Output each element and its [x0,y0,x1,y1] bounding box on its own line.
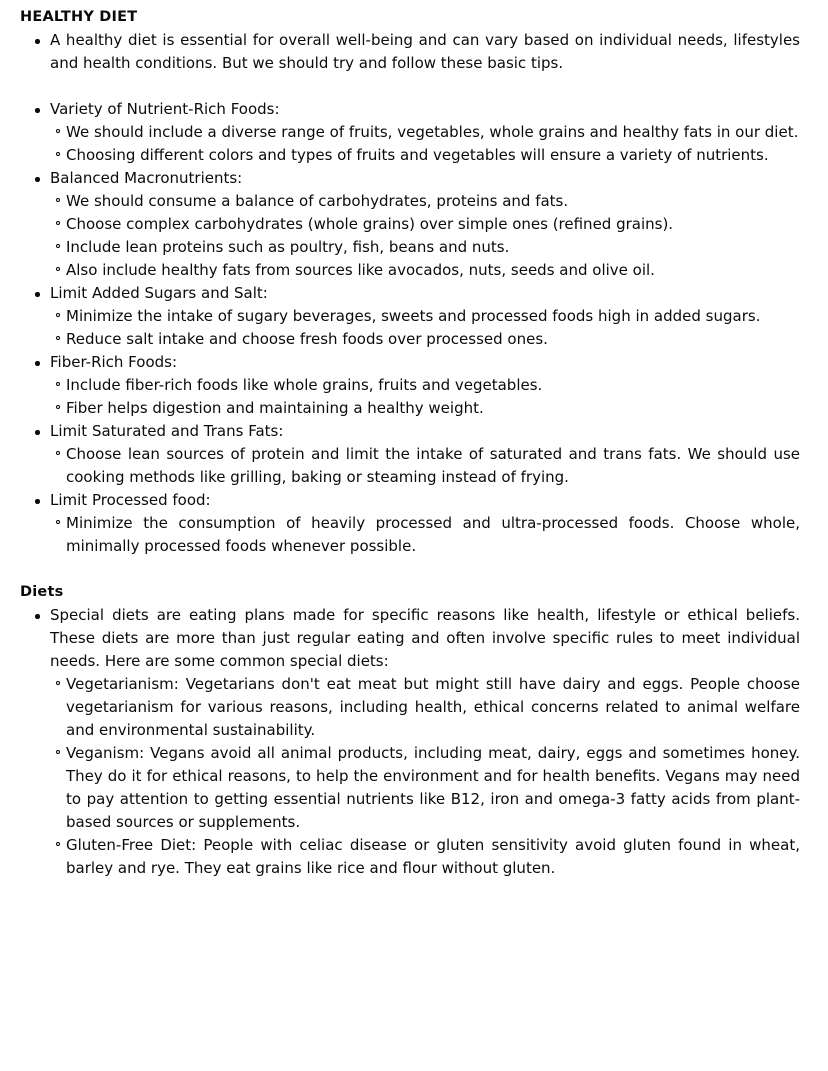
list-item [56,742,800,834]
list-item-text: Include lean proteins such as poultry, fish, beans and nuts. [66,238,510,256]
list-item-text: Fiber helps digestion and maintaining a healthy weight. [66,399,484,417]
section-points-fiber [20,374,800,420]
list-item [56,512,800,558]
section-heading-label: Balanced Macronutrients: [50,169,243,187]
intro-list [20,29,800,75]
list-item [56,259,800,282]
list-item [56,213,800,236]
section-heading-label: Limit Processed food: [50,491,211,509]
section-heading-macronutrients [35,167,800,190]
section-points-saturated-fats [20,443,800,489]
section-heading-fiber [35,351,800,374]
list-item [56,190,800,213]
section-points-variety [20,121,800,167]
list-item-text: We should include a diverse range of fruits, vegetables, whole grains and healthy fats in our diet. [66,123,799,141]
section-points-sugars-salt [20,305,800,351]
section-heading-label: Fiber-Rich Foods: [50,353,178,371]
list-item [56,374,800,397]
list-item [56,144,800,167]
list-item-text: Choose complex carbohydrates (whole grains) over simple ones (refined grains). [66,215,674,233]
list-item-text: Choose lean sources of protein and limit the intake of saturated and trans fats. We should use cooking methods like grilling, baking or steaming instead of frying. [66,445,800,486]
list-item [56,328,800,351]
list-item [56,305,800,328]
diets-list [20,604,800,880]
list-item [56,121,800,144]
section-heading-processed-food [35,489,800,512]
list-item-text: Include fiber-rich foods like whole grains, fruits and vegetables. [66,376,543,394]
intro-bullet [35,29,800,75]
list-item-text: Gluten-Free Diet: People with celiac disease or gluten sensitivity avoid gluten found in wheat, barley and rye. They eat grains like rice and flour without gluten. [66,836,800,877]
list-item-text: Minimize the consumption of heavily processed and ultra-processed foods. Choose whole, minimally processed foods whenever possible. [66,514,800,555]
list-item [56,834,800,880]
section-heading-sugars-salt [35,282,800,305]
section-points-processed-food [20,512,800,558]
section-heading-variety [35,98,800,121]
diets-intro-bullet [35,604,800,673]
list-item-text: Choosing different colors and types of fruits and vegetables will ensure a variety of nutrients. [66,146,769,164]
list-item [56,443,800,489]
list-item-text: Reduce salt intake and choose fresh foods over processed ones. [66,330,548,348]
page-title: HEALTHY DIET [20,9,138,25]
list-item-text: Minimize the intake of sugary beverages, sweets and processed foods high in added sugars. [66,307,761,325]
list-item-text: Vegetarianism: Vegetarians don't eat meat but might still have dairy and eggs. People choose vegetarianism for various reasons, including health, ethical concerns related to animal welfare and environmental sustainability. [66,675,800,739]
list-item [56,673,800,742]
list-item-text: Veganism: Vegans avoid all animal products, including meat, dairy, eggs and sometimes honey. They do it for ethical reasons, to help the environment and for health benefits. Vegans may need to pay attention to getting essential nutrients like B12, iron and omega-3 fatty acids from plant-based sources or supplements. [66,744,800,831]
tips-list [20,98,800,558]
section-gap [20,75,800,98]
section-heading-label: Variety of Nutrient-Rich Foods: [50,100,280,118]
section-heading-label: Limit Added Sugars and Salt: [50,284,268,302]
section-heading-saturated-fats [35,420,800,443]
list-item-text: We should consume a balance of carbohydrates, proteins and fats. [66,192,569,210]
section-points-macronutrients [20,190,800,282]
list-item-text: Also include healthy fats from sources like avocados, nuts, seeds and olive oil. [66,261,655,279]
section-heading-label: Limit Saturated and Trans Fats: [50,422,284,440]
diets-items [20,673,800,880]
intro-text: A healthy diet is essential for overall well-being and can vary based on individual needs, lifestyles and health conditions. But we should try and follow these basic tips. [50,31,800,72]
diets-heading: Diets [20,584,64,600]
diets-intro-text: Special diets are eating plans made for specific reasons like health, lifestyle or ethical beliefs. These diets are more than just regular eating and often involve specific rules to meet individual needs. Here are some common special diets: [50,606,800,670]
list-item [56,236,800,259]
list-item [56,397,800,420]
